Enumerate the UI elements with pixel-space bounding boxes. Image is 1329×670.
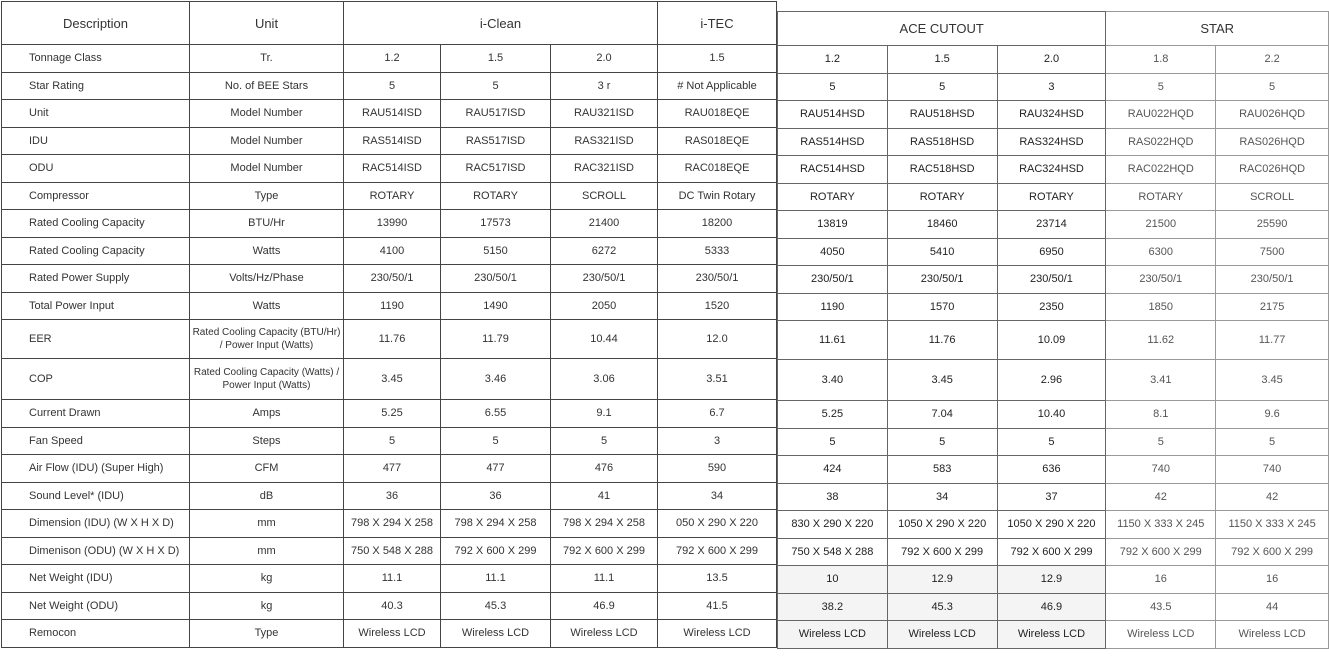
table-row: [778, 73, 1329, 101]
value-cell: RAS022HQD: [1106, 128, 1216, 156]
unit-cell: BTU/Hr: [190, 210, 344, 238]
table-row: [778, 183, 1329, 211]
value-cell: 5: [441, 72, 551, 100]
value-cell: RAS018EQE: [658, 127, 777, 155]
value-cell: 5333: [658, 237, 777, 265]
unit-cell: Model Number: [190, 100, 344, 128]
table-row: [2, 427, 777, 455]
value-cell: 5410: [887, 238, 997, 266]
header-row: [778, 12, 1329, 46]
value-cell: 5: [778, 73, 888, 101]
header-i-clean: i-Clean: [344, 2, 658, 45]
value-cell: 12.9: [887, 566, 997, 594]
value-cell: RAC514ISD: [344, 155, 441, 183]
value-cell: RAU517ISD: [441, 100, 551, 128]
value-cell: RAC018EQE: [658, 155, 777, 183]
value-cell: 45.3: [441, 592, 551, 620]
value-cell: RAS324HSD: [997, 128, 1106, 156]
value-cell: 45.3: [887, 593, 997, 621]
value-cell: 37: [997, 483, 1106, 511]
unit-cell: Watts: [190, 237, 344, 265]
table-row: [778, 156, 1329, 184]
unit-cell: kg: [190, 592, 344, 620]
table-row: [778, 511, 1329, 539]
value-cell: 1.5: [658, 45, 777, 73]
value-cell: ROTARY: [1106, 183, 1216, 211]
row-label: COP: [2, 359, 190, 400]
table-row: [778, 360, 1329, 401]
value-cell: 11.62: [1106, 321, 1216, 360]
value-cell: 5: [887, 73, 997, 101]
table-row: [2, 482, 777, 510]
value-cell: 5: [344, 427, 441, 455]
header-description: Description: [2, 2, 190, 45]
value-cell: 3.51: [658, 359, 777, 400]
value-cell: 42: [1106, 483, 1216, 511]
table-row: [778, 293, 1329, 321]
value-cell: 16: [1216, 566, 1329, 594]
value-cell: 44: [1216, 593, 1329, 621]
row-label: Dimension (IDU) (W X H X D): [2, 510, 190, 538]
value-cell: 1.8: [1106, 46, 1216, 74]
row-label: EER: [2, 320, 190, 359]
value-cell: 740: [1216, 456, 1329, 484]
value-cell: RAU022HQD: [1106, 101, 1216, 129]
table-row: [778, 238, 1329, 266]
value-cell: 750 X 548 X 288: [778, 538, 888, 566]
value-cell: 792 X 600 X 299: [887, 538, 997, 566]
value-cell: 2175: [1216, 293, 1329, 321]
value-cell: 5: [997, 428, 1106, 456]
value-cell: 5: [1216, 73, 1329, 101]
header-i-tec: i-TEC: [658, 2, 777, 45]
value-cell: 2350: [997, 293, 1106, 321]
value-cell: 590: [658, 455, 777, 483]
value-cell: 6272: [551, 237, 658, 265]
value-cell: 11.1: [551, 565, 658, 593]
value-cell: 1050 X 290 X 220: [997, 511, 1106, 539]
value-cell: 8.1: [1106, 401, 1216, 429]
value-cell: 3.45: [344, 359, 441, 400]
value-cell: 792 X 600 X 299: [551, 537, 658, 565]
value-cell: 583: [887, 456, 997, 484]
table-row: [2, 565, 777, 593]
value-cell: 23714: [997, 211, 1106, 239]
value-cell: 2050: [551, 292, 658, 320]
value-cell: RAS321ISD: [551, 127, 658, 155]
unit-cell: Type: [190, 182, 344, 210]
value-cell: ROTARY: [778, 183, 888, 211]
row-label: Rated Power Supply: [2, 265, 190, 293]
value-cell: RAC514HSD: [778, 156, 888, 184]
value-cell: 792 X 600 X 299: [1216, 538, 1329, 566]
value-cell: 5: [441, 427, 551, 455]
value-cell: 42: [1216, 483, 1329, 511]
value-cell: 9.1: [551, 400, 658, 428]
value-cell: 792 X 600 X 299: [658, 537, 777, 565]
value-cell: 3.45: [887, 360, 997, 401]
value-cell: 4100: [344, 237, 441, 265]
value-cell: RAC518HSD: [887, 156, 997, 184]
value-cell: 3.46: [441, 359, 551, 400]
unit-cell: dB: [190, 482, 344, 510]
value-cell: 36: [441, 482, 551, 510]
value-cell: 16: [1106, 566, 1216, 594]
value-cell: Wireless LCD: [344, 620, 441, 648]
value-cell: 1490: [441, 292, 551, 320]
table-row: [778, 101, 1329, 129]
row-label: Total Power Input: [2, 292, 190, 320]
value-cell: 13819: [778, 211, 888, 239]
value-cell: 230/50/1: [997, 266, 1106, 294]
value-cell: 46.9: [551, 592, 658, 620]
value-cell: 13.5: [658, 565, 777, 593]
value-cell: 424: [778, 456, 888, 484]
value-cell: Wireless LCD: [778, 621, 888, 649]
value-cell: 798 X 294 X 258: [344, 510, 441, 538]
table-row: [2, 455, 777, 483]
row-label: ODU: [2, 155, 190, 183]
row-label: Compressor: [2, 182, 190, 210]
value-cell: 1190: [344, 292, 441, 320]
row-label: Fan Speed: [2, 427, 190, 455]
unit-cell: Model Number: [190, 155, 344, 183]
value-cell: RAC324HSD: [997, 156, 1106, 184]
value-cell: 230/50/1: [344, 265, 441, 293]
value-cell: 230/50/1: [658, 265, 777, 293]
value-cell: RAU018EQE: [658, 100, 777, 128]
value-cell: 5: [778, 428, 888, 456]
value-cell: 750 X 548 X 288: [344, 537, 441, 565]
value-cell: 2.0: [551, 45, 658, 73]
value-cell: 11.1: [441, 565, 551, 593]
value-cell: 230/50/1: [551, 265, 658, 293]
table-row: [778, 211, 1329, 239]
row-label: Sound Level* (IDU): [2, 482, 190, 510]
table-row: [2, 320, 777, 359]
table-row: [2, 182, 777, 210]
table-row: [2, 592, 777, 620]
value-cell: 792 X 600 X 299: [1106, 538, 1216, 566]
table-row: [2, 400, 777, 428]
value-cell: 1.2: [344, 45, 441, 73]
value-cell: 7.04: [887, 401, 997, 429]
value-cell: 230/50/1: [887, 266, 997, 294]
row-label: Net Weight (ODU): [2, 592, 190, 620]
table-row: [2, 510, 777, 538]
value-cell: 6950: [997, 238, 1106, 266]
table-row: [778, 566, 1329, 594]
value-cell: 38.2: [778, 593, 888, 621]
unit-cell: kg: [190, 565, 344, 593]
value-cell: 6.7: [658, 400, 777, 428]
value-cell: RAS026HQD: [1216, 128, 1329, 156]
value-cell: 10.09: [997, 321, 1106, 360]
value-cell: 40.3: [344, 592, 441, 620]
table-row: [2, 292, 777, 320]
value-cell: 3.41: [1106, 360, 1216, 401]
value-cell: 230/50/1: [1106, 266, 1216, 294]
value-cell: 792 X 600 X 299: [441, 537, 551, 565]
value-cell: 476: [551, 455, 658, 483]
value-cell: 477: [441, 455, 551, 483]
table-row: [778, 321, 1329, 360]
value-cell: 10: [778, 566, 888, 594]
value-cell: 21500: [1106, 211, 1216, 239]
header-star: STAR: [1106, 12, 1329, 46]
value-cell: 18200: [658, 210, 777, 238]
value-cell: RAU514HSD: [778, 101, 888, 129]
value-cell: 17573: [441, 210, 551, 238]
value-cell: RAS517ISD: [441, 127, 551, 155]
table-row: [2, 100, 777, 128]
value-cell: 5: [887, 428, 997, 456]
value-cell: 3.06: [551, 359, 658, 400]
value-cell: SCROLL: [551, 182, 658, 210]
value-cell: 2.96: [997, 360, 1106, 401]
value-cell: 792 X 600 X 299: [997, 538, 1106, 566]
unit-cell: Watts: [190, 292, 344, 320]
value-cell: RAS514HSD: [778, 128, 888, 156]
value-cell: RAU324HSD: [997, 101, 1106, 129]
table-row: [778, 266, 1329, 294]
value-cell: 3: [658, 427, 777, 455]
table-row: [2, 72, 777, 100]
table-row: [2, 45, 777, 73]
table-row: [778, 483, 1329, 511]
value-cell: 1190: [778, 293, 888, 321]
value-cell: 798 X 294 X 258: [551, 510, 658, 538]
value-cell: 11.76: [344, 320, 441, 359]
value-cell: RAU026HQD: [1216, 101, 1329, 129]
value-cell: 1150 X 333 X 245: [1216, 511, 1329, 539]
row-label: Rated Cooling Capacity: [2, 210, 190, 238]
value-cell: 6.55: [441, 400, 551, 428]
value-cell: 5: [344, 72, 441, 100]
row-label: Air Flow (IDU) (Super High): [2, 455, 190, 483]
value-cell: 5: [1106, 73, 1216, 101]
value-cell: ROTARY: [887, 183, 997, 211]
header-row: [2, 2, 777, 45]
value-cell: 1.2: [778, 46, 888, 74]
table-row: [2, 127, 777, 155]
unit-cell: Amps: [190, 400, 344, 428]
value-cell: 11.1: [344, 565, 441, 593]
value-cell: RAU518HSD: [887, 101, 997, 129]
table-row: [778, 428, 1329, 456]
table-row: [2, 620, 777, 648]
value-cell: 5: [1106, 428, 1216, 456]
row-label: IDU: [2, 127, 190, 155]
value-cell: 5150: [441, 237, 551, 265]
table-row: [778, 128, 1329, 156]
value-cell: 34: [658, 482, 777, 510]
table-row: [778, 538, 1329, 566]
value-cell: Wireless LCD: [887, 621, 997, 649]
value-cell: RAU514ISD: [344, 100, 441, 128]
value-cell: RAC026HQD: [1216, 156, 1329, 184]
value-cell: RAU321ISD: [551, 100, 658, 128]
value-cell: ROTARY: [997, 183, 1106, 211]
unit-cell: Tr.: [190, 45, 344, 73]
unit-cell: mm: [190, 537, 344, 565]
unit-cell: Volts/Hz/Phase: [190, 265, 344, 293]
unit-cell: Model Number: [190, 127, 344, 155]
value-cell: 1520: [658, 292, 777, 320]
table-row: [778, 593, 1329, 621]
value-cell: Wireless LCD: [551, 620, 658, 648]
unit-cell: No. of BEE Stars: [190, 72, 344, 100]
row-label: Unit: [2, 100, 190, 128]
value-cell: Wireless LCD: [658, 620, 777, 648]
value-cell: DC Twin Rotary: [658, 182, 777, 210]
value-cell: 11.61: [778, 321, 888, 360]
table-row: [2, 210, 777, 238]
row-label: Star Rating: [2, 72, 190, 100]
value-cell: Wireless LCD: [1216, 621, 1329, 649]
table-row: [2, 359, 777, 400]
value-cell: 11.79: [441, 320, 551, 359]
table-row: [2, 155, 777, 183]
value-cell: 6300: [1106, 238, 1216, 266]
value-cell: RAS518HSD: [887, 128, 997, 156]
value-cell: 36: [344, 482, 441, 510]
value-cell: 4050: [778, 238, 888, 266]
table-row: [2, 265, 777, 293]
row-label: Current Drawn: [2, 400, 190, 428]
value-cell: SCROLL: [1216, 183, 1329, 211]
value-cell: 3.40: [778, 360, 888, 401]
value-cell: 2.2: [1216, 46, 1329, 74]
value-cell: RAC321ISD: [551, 155, 658, 183]
value-cell: Wireless LCD: [441, 620, 551, 648]
value-cell: Wireless LCD: [997, 621, 1106, 649]
unit-cell: Type: [190, 620, 344, 648]
value-cell: 41.5: [658, 592, 777, 620]
value-cell: 13990: [344, 210, 441, 238]
value-cell: 18460: [887, 211, 997, 239]
row-label: Rated Cooling Capacity: [2, 237, 190, 265]
value-cell: 1850: [1106, 293, 1216, 321]
table-row: [778, 456, 1329, 484]
value-cell: 25590: [1216, 211, 1329, 239]
table-row: [2, 237, 777, 265]
value-cell: 230/50/1: [778, 266, 888, 294]
spec-table-left: [1, 1, 777, 648]
value-cell: 477: [344, 455, 441, 483]
value-cell: 46.9: [997, 593, 1106, 621]
value-cell: 10.44: [551, 320, 658, 359]
unit-cell: mm: [190, 510, 344, 538]
value-cell: 41: [551, 482, 658, 510]
value-cell: 12.0: [658, 320, 777, 359]
value-cell: # Not Applicable: [658, 72, 777, 100]
value-cell: 12.9: [997, 566, 1106, 594]
table-row: [778, 621, 1329, 649]
row-label: Tonnage Class: [2, 45, 190, 73]
value-cell: 34: [887, 483, 997, 511]
value-cell: 1570: [887, 293, 997, 321]
row-label: Dimenison (ODU) (W X H X D): [2, 537, 190, 565]
value-cell: 9.6: [1216, 401, 1329, 429]
value-cell: 7500: [1216, 238, 1329, 266]
value-cell: 11.77: [1216, 321, 1329, 360]
value-cell: 43.5: [1106, 593, 1216, 621]
value-cell: RAC022HQD: [1106, 156, 1216, 184]
value-cell: 3.45: [1216, 360, 1329, 401]
row-label: Net Weight (IDU): [2, 565, 190, 593]
value-cell: 230/50/1: [1216, 266, 1329, 294]
value-cell: 3 r: [551, 72, 658, 100]
table-row: [778, 46, 1329, 74]
value-cell: 5: [551, 427, 658, 455]
value-cell: RAS514ISD: [344, 127, 441, 155]
unit-cell: Rated Cooling Capacity (BTU/Hr) / Power Input (Watts): [190, 320, 344, 359]
table-row: [2, 537, 777, 565]
value-cell: 1050 X 290 X 220: [887, 511, 997, 539]
header-unit: Unit: [190, 2, 344, 45]
value-cell: 830 X 290 X 220: [778, 511, 888, 539]
value-cell: 740: [1106, 456, 1216, 484]
value-cell: ROTARY: [344, 182, 441, 210]
value-cell: 798 X 294 X 258: [441, 510, 551, 538]
value-cell: 5: [1216, 428, 1329, 456]
value-cell: RAC517ISD: [441, 155, 551, 183]
value-cell: 2.0: [997, 46, 1106, 74]
value-cell: 5.25: [778, 401, 888, 429]
value-cell: 1.5: [887, 46, 997, 74]
value-cell: 636: [997, 456, 1106, 484]
value-cell: 11.76: [887, 321, 997, 360]
value-cell: 38: [778, 483, 888, 511]
value-cell: 10.40: [997, 401, 1106, 429]
value-cell: 3: [997, 73, 1106, 101]
spec-table-right: [777, 11, 1329, 649]
value-cell: 1.5: [441, 45, 551, 73]
value-cell: 1150 X 333 X 245: [1106, 511, 1216, 539]
table-row: [778, 401, 1329, 429]
unit-cell: Rated Cooling Capacity (Watts) / Power Input (Watts): [190, 359, 344, 400]
value-cell: ROTARY: [441, 182, 551, 210]
value-cell: 050 X 290 X 220: [658, 510, 777, 538]
header-ace-cutout: ACE CUTOUT: [778, 12, 1106, 46]
unit-cell: CFM: [190, 455, 344, 483]
value-cell: 21400: [551, 210, 658, 238]
row-label: Remocon: [2, 620, 190, 648]
value-cell: Wireless LCD: [1106, 621, 1216, 649]
value-cell: 230/50/1: [441, 265, 551, 293]
value-cell: 5.25: [344, 400, 441, 428]
unit-cell: Steps: [190, 427, 344, 455]
